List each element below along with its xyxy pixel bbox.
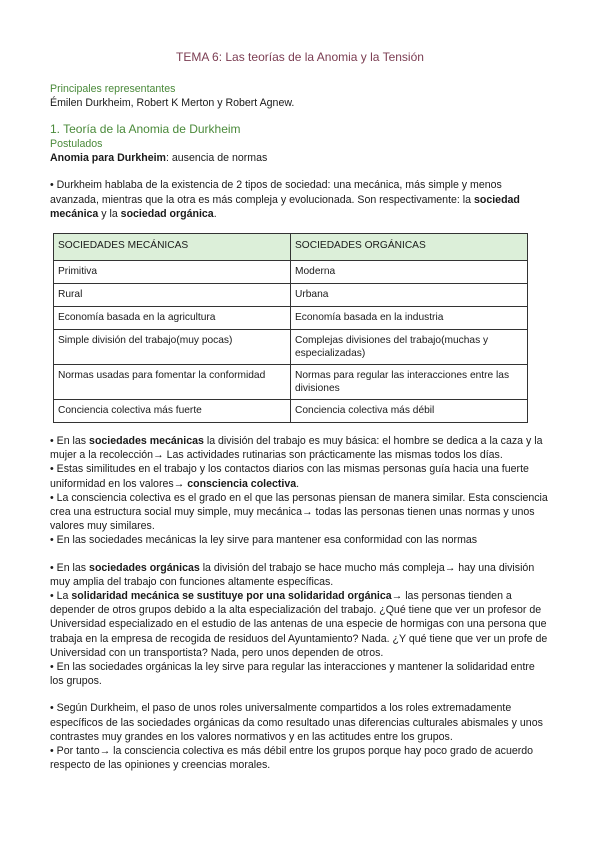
table-cell: Complejas divisiones del trabajo(muchas y especializadas) <box>291 330 528 365</box>
table-cell: Rural <box>54 284 291 307</box>
organicas-bullet-2: • La solidaridad mecánica se sustituye por una solidaridad orgánica→ las personas tienden a depender de otros grupos debido a la alta especialización del trabajo. ¿Qué tiene que ver un profesor de Universidad especializado en el estudio de las antenas de una especie de hormigas con una persona que trabaja en la empresa de recogida de residuos del Ayuntamiento? Nada. ¿Y qué tiene que ver un profe de Universidad con un transportista? Nada, pero unos dependen de otros. <box>50 590 548 659</box>
table-row <box>54 307 528 330</box>
anomia-text: : ausencia de normas <box>165 152 268 165</box>
mecanicas-bullet-4: • En las sociedades mecánicas la ley sirve para mantener esa conformidad con las normas <box>50 534 478 547</box>
conclusion-bullet-2: • Por tanto→ la consciencia colectiva es más débil entre los grupos porque hay poco grado de acuerdo respecto de las opiniones y creencias morales. <box>50 745 534 772</box>
conclusion-bullet-1: • Según Durkheim, el paso de unos roles universalmente compartidos a los roles extremadamente específicos de las sociedades orgánicas da como resultado unas diferencias culturales abismales y unos contrastes muy grandes en los valores normativos y en las actitudes entre los grupos. <box>50 702 543 743</box>
comparison-table <box>53 233 528 423</box>
table-cell: Economía basada en la agricultura <box>54 307 291 330</box>
table-row <box>54 400 528 423</box>
table-cell: Primitiva <box>54 261 291 284</box>
table-row <box>54 365 528 400</box>
organicas-bullet-3: • En las sociedades orgánicas la ley sirve para regular las interacciones y mantener la solidaridad entre los grupos. <box>50 661 535 688</box>
table-row <box>54 261 528 284</box>
representantes-heading: Principales representantes <box>50 83 176 95</box>
table-cell: Conciencia colectiva más fuerte <box>54 400 291 423</box>
intro-paragraph: • Durkheim hablaba de la existencia de 2 tipos de sociedad: una mecánica, más simple y menos avanzada, mientras que la otra es más compleja y evolucionada. Son respectivamente: la sociedad mecánica y la sociedad orgánica. <box>50 179 520 220</box>
table-cell: Normas usadas para fomentar la conformidad <box>54 365 291 400</box>
table-header-row <box>54 234 528 261</box>
mecanicas-bullet-1: • En las sociedades mecánicas la división del trabajo es muy básica: el hombre se dedica a la caza y la mujer a la recolección→ Las actividades rutinarias son prácticamente las mismas todos los días. <box>50 435 543 462</box>
table-row <box>54 284 528 307</box>
mecanicas-bullet-3: • La consciencia colectiva es el grado en el que las personas piensan de manera similar. Esta consciencia crea una estructura social muy simple, muy mecánica→ todas las personas tienen unas normas y unos valores muy similares. <box>50 491 548 533</box>
representantes-names: Émilen Durkheim, Robert K Merton y Robert Agnew. <box>50 97 295 109</box>
organicas-bullet-1: • En las sociedades orgánicas la división del trabajo se hace mucho más compleja→ hay una división muy amplia del trabajo con funciones altamente específicas. <box>50 561 535 588</box>
postulados-heading: Postulados <box>50 138 103 151</box>
table-cell: Normas para regular las interacciones entre las divisiones <box>291 365 528 400</box>
table-cell: Moderna <box>291 261 528 284</box>
table-cell: Economía basada en la industria <box>291 307 528 330</box>
table-cell: Conciencia colectiva más débil <box>291 400 528 423</box>
table-cell: Simple división del trabajo(muy pocas) <box>54 330 291 365</box>
page-title: TEMA 6: Las teorías de la Anomia y la Tensión <box>176 50 424 64</box>
anomia-term: Anomia para Durkheim <box>50 152 166 165</box>
section-heading: 1. Teoría de la Anomia de Durkheim <box>50 122 241 137</box>
table-row <box>54 330 528 365</box>
table-header: SOCIEDADES ORGÁNICAS <box>291 234 528 261</box>
anomia-definition <box>50 151 550 165</box>
mecanicas-bullet-2: • Estas similitudes en el trabajo y los contactos diarios con las mismas personas guía hacia una fuerte uniformidad en los valores→ consciencia colectiva. <box>50 463 529 490</box>
table-header: SOCIEDADES MECÁNICAS <box>54 234 291 261</box>
document-page <box>50 50 550 772</box>
table-cell: Urbana <box>291 284 528 307</box>
